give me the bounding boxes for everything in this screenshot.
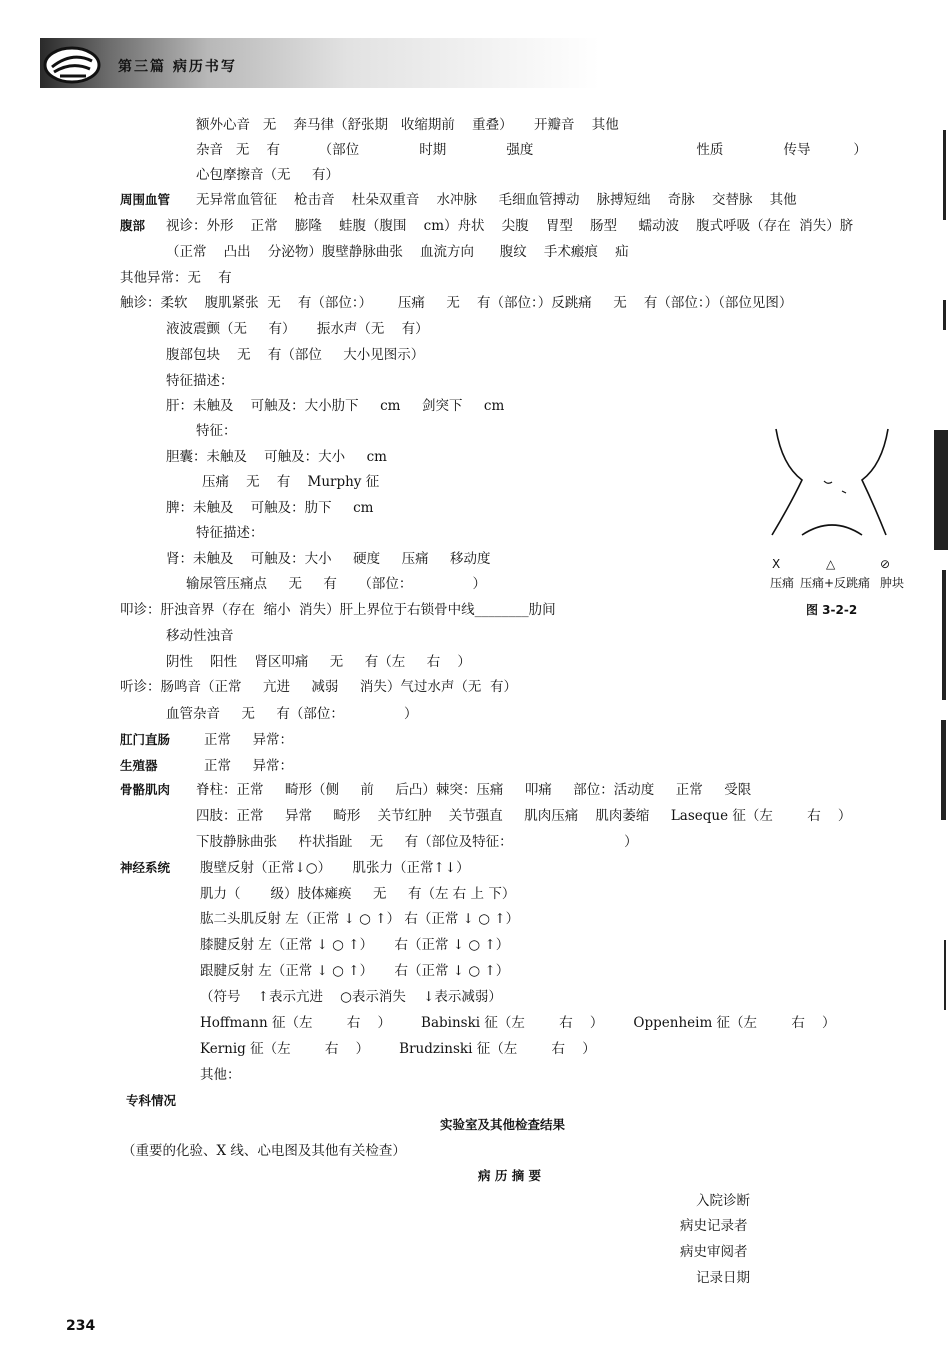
legend-label-tenderness: 压痛 bbox=[770, 576, 795, 590]
form-line: 视诊：外形 正常 膨隆 蛙腹（腹围 cm）舟状 尖腹 胃型 肠型 蠕动波 腹式呼吸（存在 消失）脐 bbox=[166, 218, 854, 234]
form-line: 腹壁反射（正常↓○） 肌张力（正常↑↓） bbox=[200, 860, 470, 876]
form-line: 肾：未触及 可触及：大小 硬度 压痛 移动度 bbox=[166, 551, 491, 567]
form-line: 病史审阅者 bbox=[680, 1244, 748, 1260]
form-line: 跟腱反射 左（正常 ↓ ○ ↑） 右（正常 ↓ ○ ↑） bbox=[200, 963, 510, 979]
section-heading: 生殖器 bbox=[120, 758, 158, 773]
form-line: 膝腱反射 左（正常 ↓ ○ ↑） 右（正常 ↓ ○ ↑） bbox=[200, 937, 510, 953]
section-heading: 肛门直肠 bbox=[120, 732, 171, 747]
form-line: 下肢静脉曲张 杵状指趾 无 有（部位及特征： ） bbox=[196, 834, 638, 850]
section-heading: 实验室及其他检查结果 bbox=[440, 1117, 566, 1132]
form-line: 其他异常：无 有 bbox=[120, 270, 232, 286]
section-heading: 神经系统 bbox=[120, 860, 171, 875]
abdomen-outline-figure bbox=[762, 425, 902, 540]
form-line: 正常 异常： bbox=[204, 732, 293, 748]
scan-edge-mark bbox=[942, 570, 946, 700]
page-number: 234 bbox=[66, 1318, 96, 1334]
form-line: 血管杂音 无 有（部位： ） bbox=[166, 706, 418, 722]
form-line: （符号 ↑表示亢进 ○表示消失 ↓表示减弱） bbox=[200, 989, 502, 1005]
form-line: Kernig 征（左 右 ） Brudzinski 征（左 右 ） bbox=[200, 1041, 596, 1057]
form-line: 阴性 阳性 肾区叩痛 无 有（左 右 ） bbox=[166, 654, 471, 670]
form-line: Hoffmann 征（左 右 ） Babinski 征（左 右 ） Oppenheim 征（左 右 ） bbox=[200, 1015, 836, 1031]
form-line: 脊柱：正常 畸形（侧 前 后凸）棘突：压痛 叩痛 部位：活动度 正常 受限 bbox=[196, 782, 752, 798]
form-line: 无异常血管征 枪击音 杜朵双重音 水冲脉 毛细血管搏动 脉搏短绌 奇脉 交替脉 其他 bbox=[196, 192, 797, 208]
scan-edge-mark bbox=[941, 720, 946, 820]
form-line: 额外心音 无 奔马律（舒张期 收缩期前 重叠） 开瓣音 其他 bbox=[196, 117, 619, 133]
scan-edge-mark bbox=[943, 300, 946, 330]
form-line: 特征： bbox=[196, 423, 237, 439]
form-line: 入院诊断 bbox=[696, 1193, 750, 1209]
form-line: 心包摩擦音（无 有） bbox=[196, 167, 339, 183]
legend-label-rebound: 压痛+反跳痛 bbox=[800, 576, 871, 590]
form-line: 特征描述： bbox=[166, 373, 234, 389]
scan-edge-mark bbox=[944, 940, 946, 1010]
form-line: 特征描述： bbox=[196, 525, 264, 541]
form-line: 移动性浊音 bbox=[166, 628, 234, 644]
scan-edge-mark bbox=[943, 130, 946, 220]
form-line: 脾：未触及 可触及：肋下 cm bbox=[166, 500, 374, 516]
form-line: 触诊：柔软 腹肌紧张 无 有（部位：） 压痛 无 有（部位：）反跳痛 无 有（部位：）（部位见图） bbox=[120, 295, 793, 311]
form-line: 腹部包块 无 有（部位 大小见图示） bbox=[166, 347, 425, 363]
legend-symbol-rebound: △ bbox=[826, 557, 836, 571]
form-line: 叩诊：肝浊音界（存在 缩小 消失）肝上界位于右锁骨中线________肋间 bbox=[120, 602, 556, 618]
abdomen-diagram bbox=[762, 425, 905, 617]
section-heading: 周围血管 bbox=[120, 192, 171, 207]
form-line: 肱二头肌反射 左（正常 ↓ ○ ↑） 右（正常 ↓ ○ ↑） bbox=[200, 911, 520, 927]
form-line: 四肢：正常 异常 畸形 关节红肿 关节强直 肌肉压痛 肌肉萎缩 Laseque 征（左 右 ） bbox=[196, 808, 852, 824]
form-line: 病史记录者 bbox=[680, 1218, 748, 1234]
form-line: 压痛 无 有 Murphy 征 bbox=[202, 474, 380, 490]
form-line: 杂音 无 有 （部位 时期 强度 性质 传导 ） bbox=[196, 142, 867, 158]
form-line: 其他： bbox=[200, 1067, 241, 1083]
form-line: 正常 异常： bbox=[204, 758, 293, 774]
section-heading: 专科情况 bbox=[126, 1093, 177, 1108]
form-line: 听诊：肠鸣音（正常 亢进 减弱 消失）气过水声（无 有） bbox=[120, 679, 517, 695]
legend-symbol-tenderness: X bbox=[772, 557, 781, 571]
form-line: 液波震颤（无 有） 振水声（无 有） bbox=[166, 321, 429, 337]
form-line: 记录日期 bbox=[696, 1270, 750, 1286]
form-line: 肌力（ 级）肢体瘫痪 无 有（左 右 上 下） bbox=[200, 886, 516, 902]
form-line: 肝：未触及 可触及：大小肋下 cm 剑突下 cm bbox=[166, 398, 505, 414]
legend-symbol-mass: ⊘ bbox=[880, 557, 891, 571]
legend-label-mass: 肿块 bbox=[880, 576, 905, 590]
section-heading: 腹部 bbox=[120, 218, 146, 233]
figure-caption: 图 3-2-2 bbox=[806, 603, 858, 617]
section-heading: 病 历 摘 要 bbox=[478, 1168, 542, 1183]
form-line: 输尿管压痛点 无 有 （部位： ） bbox=[186, 576, 486, 592]
form-line: （正常 凸出 分泌物）腹壁静脉曲张 血流方向 腹纹 手术瘢痕 疝 bbox=[166, 244, 629, 260]
chapter-title: 第三篇 病历书写 bbox=[118, 59, 237, 75]
section-heading: 骨骼肌肉 bbox=[120, 782, 171, 797]
form-line: 胆囊：未触及 可触及：大小 cm bbox=[166, 449, 387, 465]
publisher-logo-icon bbox=[42, 45, 102, 85]
form-line: （重要的化验、X 线、心电图及其他有关检查） bbox=[122, 1143, 406, 1159]
scan-edge-mark bbox=[934, 430, 948, 550]
